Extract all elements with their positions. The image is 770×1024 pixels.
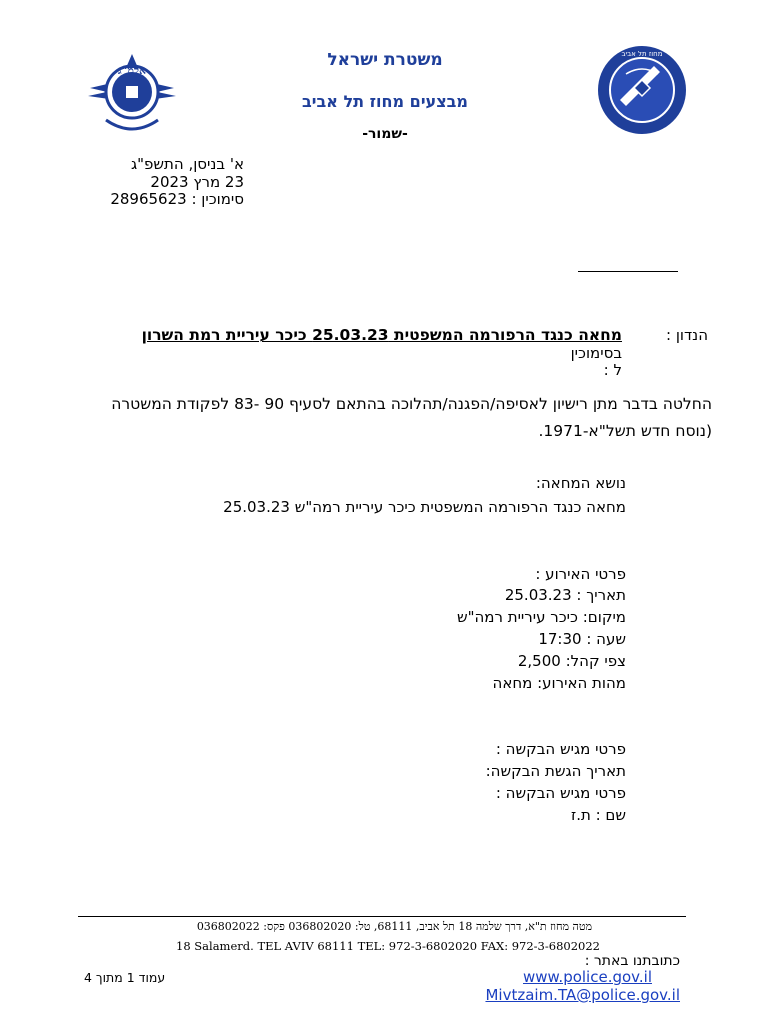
email-link[interactable]: Mivtzaim.TA@police.gov.il [485, 986, 680, 1004]
website-link[interactable]: www.police.gov.il [523, 968, 652, 986]
page-number: עמוד 1 מתוך 4 [84, 970, 166, 985]
signature-separator [578, 271, 678, 272]
subject-to-label: ל : [603, 361, 622, 379]
protest-text: מחאה כנגד הרפורמה המשפטית כיכר עיריית רמה"ש 25.03.23 [223, 498, 626, 516]
event-date: תאריך : 25.03.23 [504, 586, 626, 604]
website-label: כתובתנו באתר : [584, 953, 680, 969]
applicant-details: פרטי מגיש הבקשה : [495, 784, 626, 802]
protest-heading: נושא המחאה: [535, 474, 626, 492]
subject-reference-label: בסימוכין [570, 344, 622, 362]
applicant-submission-date: תאריך הגשת הבקשה: [485, 762, 626, 780]
district-emblem-lettering: מחוז תל אביב [621, 50, 663, 58]
applicant-name-id: שם : ת.ז [571, 806, 626, 824]
footer-divider [78, 916, 686, 917]
footer-address-english: 18 Salamerd. TEL AVIV 68111 TEL: 972-3-6802020 FAX: 972-3-6802022 [176, 939, 600, 953]
event-location: מיקום: כיכר עיריית רמה"ש [456, 608, 626, 626]
decision-line-2: (נוסח חדש תשל"א-1971. [538, 422, 712, 440]
applicant-heading: פרטי מגיש הבקשה : [495, 740, 626, 758]
gregorian-date: 23 מרץ 2023 [150, 173, 244, 191]
org-title: משטרת ישראל [327, 50, 443, 70]
event-crowd-estimate: צפי קהל: 2,500 [517, 652, 626, 670]
footer-address-hebrew: מטה מחוז ת"א, דרך שלמה 18 תל אביב, 68111, טל: 036802020 פקס: 036802022 [196, 920, 592, 933]
event-time: שעה : 17:30 [538, 630, 626, 648]
hebrew-date: א' בניסן, התשפ"ג [130, 155, 244, 173]
left-emblem-lettering: אלמ"ג [117, 64, 147, 77]
subject-label: הנדון : [666, 326, 708, 344]
event-nature: מהות האירוע: מחאה [492, 674, 626, 692]
subject-title: מחאה כנגד הרפורמה המשפטית 25.03.23 כיכר עיריית רמת השרון [141, 326, 622, 344]
reference-number: סימוכין : 28965623 [110, 190, 244, 208]
decision-line-1: החלטה בדבר מתן רישיון לאסיפה/הפגנה/תהלוכה בהתאם לסעיף 90 -83 לפקודת המשטרה [111, 395, 712, 413]
unit-title: מבצעים מחוז תל אביב [302, 92, 468, 111]
event-heading: פרטי האירוע : [535, 565, 626, 583]
classification-label: -שמור- [362, 126, 408, 142]
